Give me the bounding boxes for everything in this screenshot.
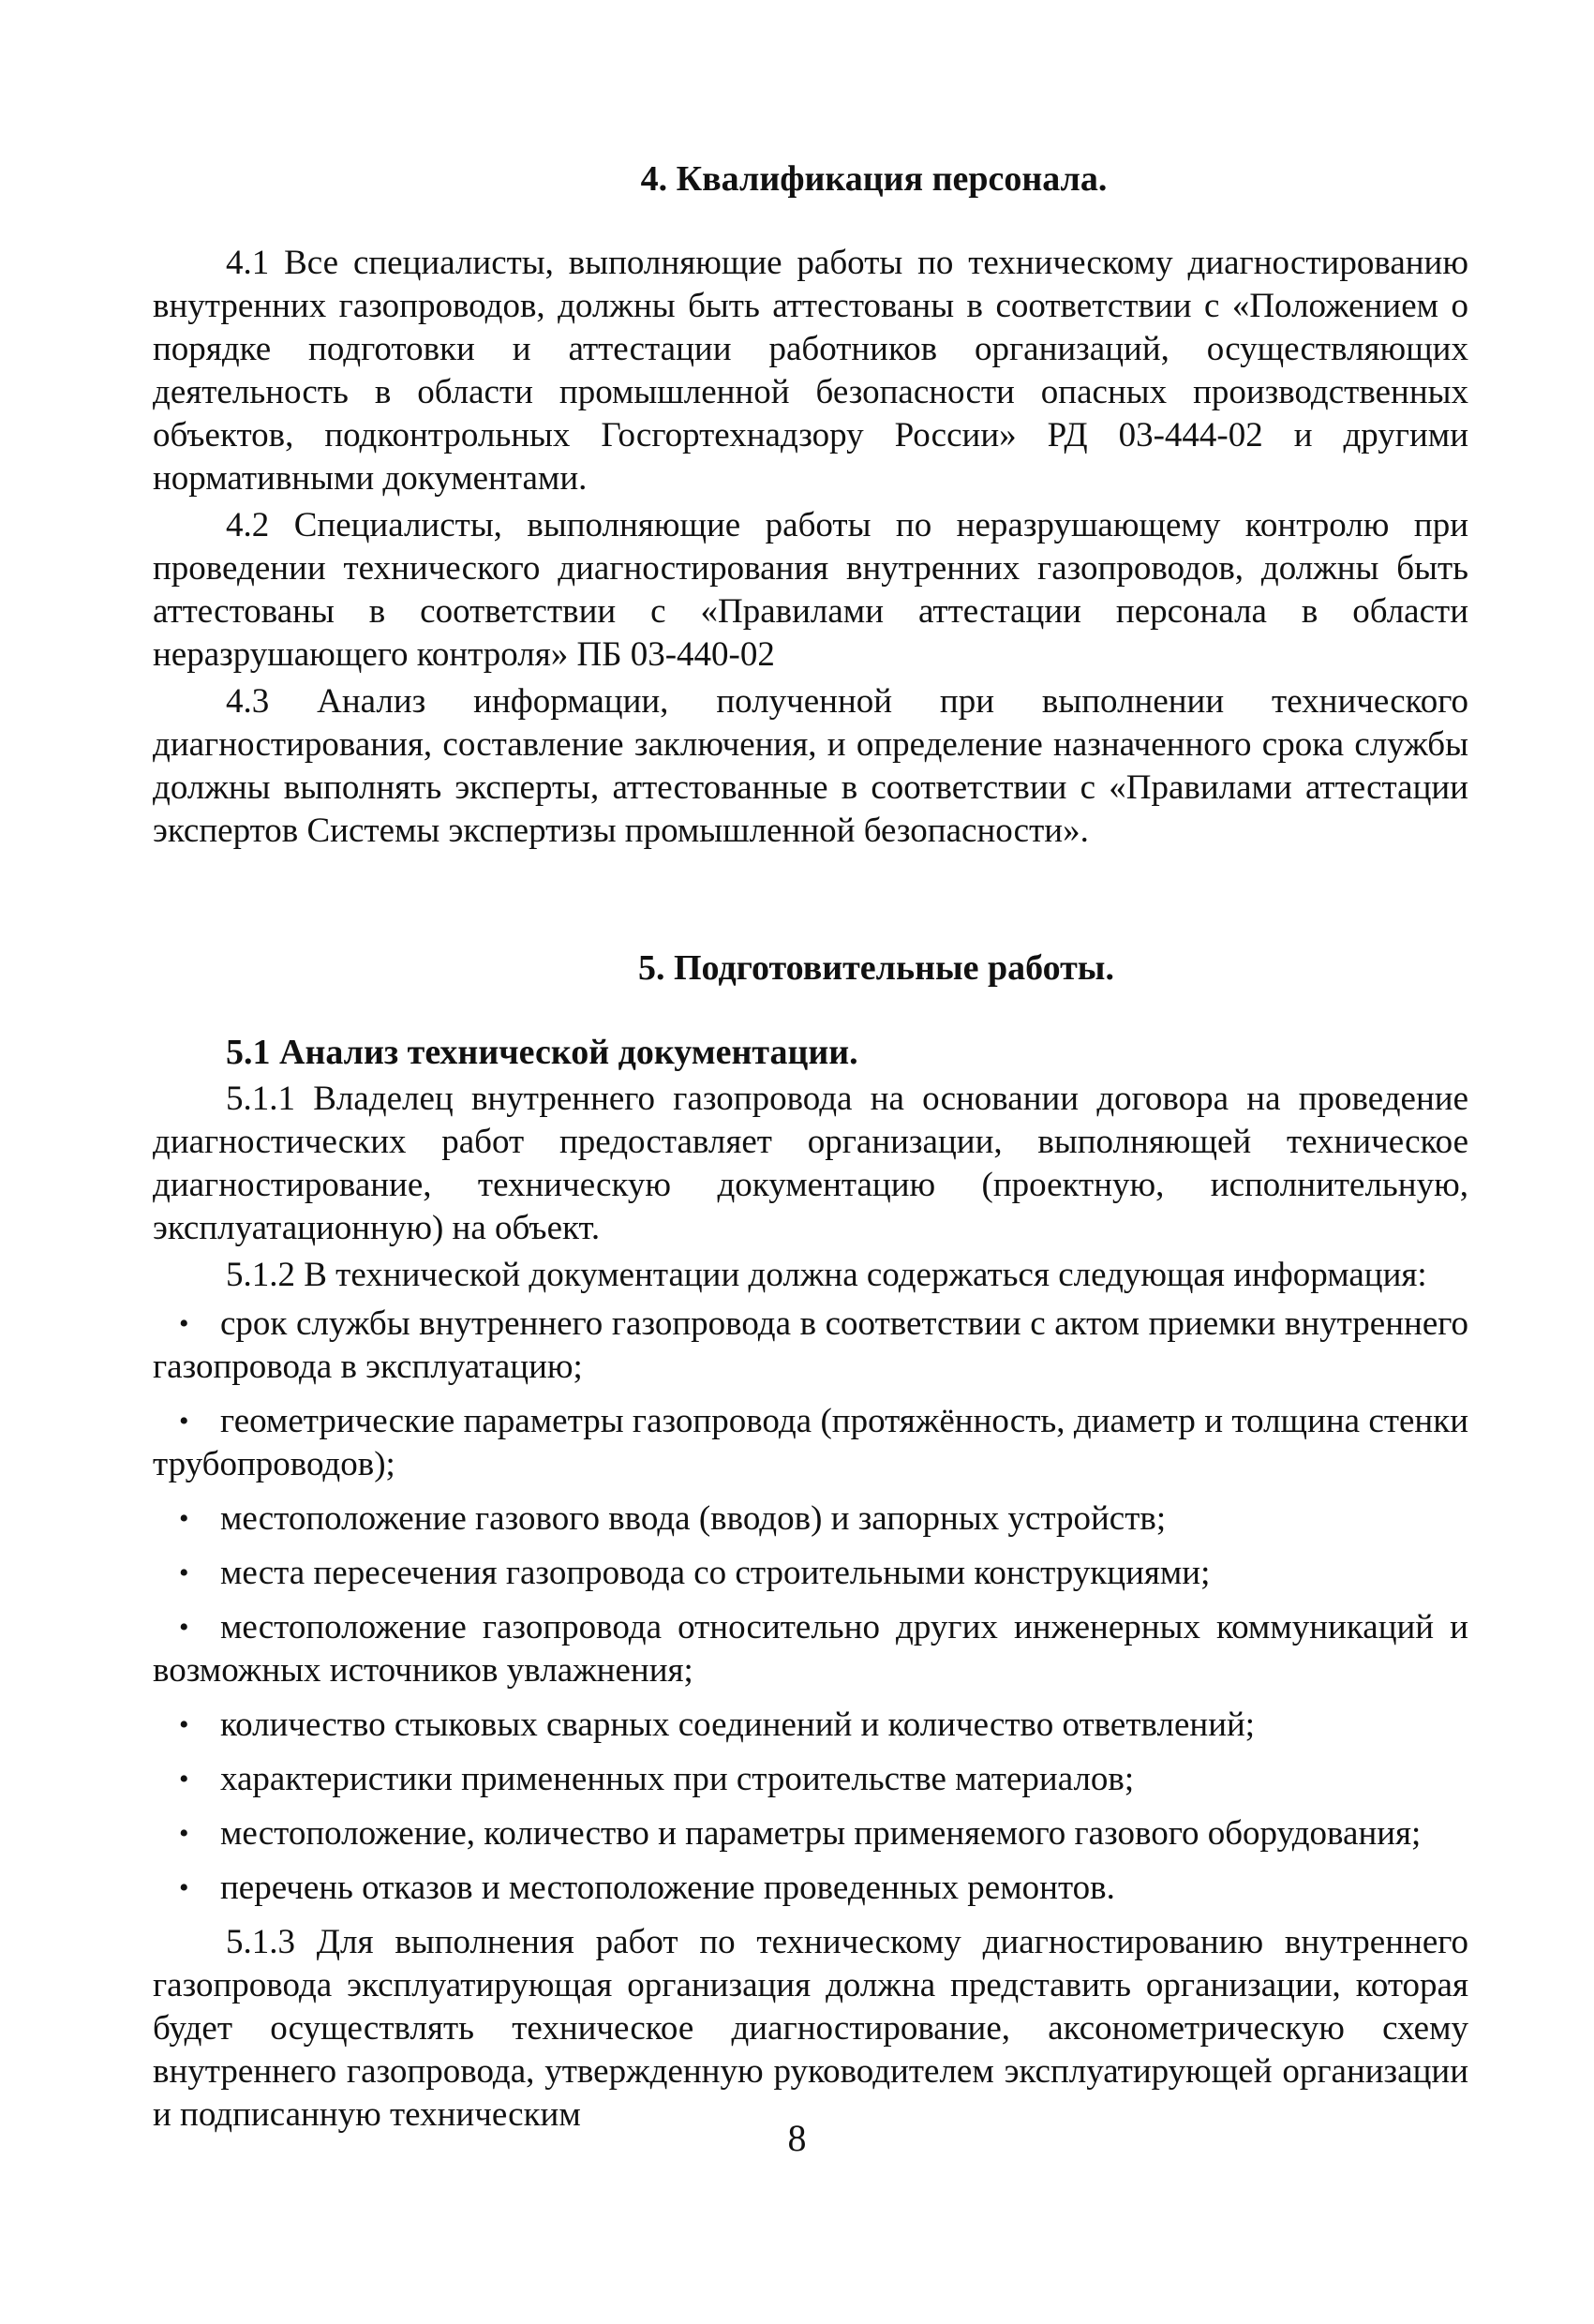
paragraph-5-1-1: 5.1.1 Владелец внутреннего газопровода на основании договора на проведение диагностических работ предоставляет организации, выполняющей техническое диагностирование, техническую документацию (проектную, исполнительную, эксплуатационную) на объект. [153,1080,1468,1247]
subsection-5-1-heading: 5.1 Анализ технической документации. [226,1033,858,1072]
list-item [153,1552,1468,1595]
paragraph-4-2: 4.2 Специалисты, выполняющие работы по неразрушающему контролю при проведении технического диагностирования внутренних газопроводов, должны быть аттестованы в соответствии с «Правилами аттестации персонала в области неразрушающего контроля» ПБ 03-440-02 [153,506,1468,674]
bullet-icon: • [179,1818,189,1849]
paragraph-4-3: 4.3 Анализ информации, полученной при выполнении технического диагностирования, составление заключения, и определение назначенного срока службы должны выполнять эксперты, аттестованные в соответствии с «Правилами аттестации экспертов Системы экспертизы промышленной безопасности». [153,682,1468,850]
bullet-icon: • [179,1503,189,1534]
list-item-text: срок службы внутреннего газопровода в соответствии с актом приемки внутреннего газопровода в эксплуатацию; [153,1304,1468,1386]
list-item-text: характеристики примененных при строительстве материалов; [220,1760,1135,1798]
list-item [153,1497,1468,1541]
bullet-icon: • [179,1406,189,1437]
list-item-text: местоположение газопровода относительно других инженерных коммуникаций и возможных источников увлажнения; [153,1608,1468,1690]
bullet-icon: • [179,1308,189,1339]
list-item [153,1812,1468,1855]
list-item [153,1704,1468,1747]
list-item-text: местоположение, количество и параметры применяемого газового оборудования; [220,1814,1422,1853]
list-item [153,1303,1468,1389]
paragraph-5-1-2: 5.1.2 В технической документации должна содержаться следующая информация: [226,1256,1427,1294]
page-number [0,2116,1594,2161]
paragraph-4-1: 4.1 Все специалисты, выполняющие работы по техническому диагностированию внутренних газопроводов, должны быть аттестованы в соответствии с «Положением о порядке подготовки и аттестации работников организаций, осуществляющих деятельность в области промышленной безопасности опасных производственных объектов, подконтрольных Госгортехнадзору России» РД 03-444-02 и другими нормативными документами. [153,244,1468,498]
list-item-text: геометрические параметры газопровода (протяжённость, диаметр и толщина стенки трубопроводов); [153,1402,1468,1483]
list-item [153,1400,1468,1486]
bullet-icon: • [179,1557,189,1588]
info-bullet-list [153,1303,1468,1910]
list-item-text: местоположение газового ввода (вводов) и запорных устройств; [220,1499,1167,1538]
page-content [153,157,1468,2140]
list-item [153,1606,1468,1692]
list-item-text: количество стыковых сварных соединений и количество ответвлений; [220,1706,1256,1744]
page-number-text: 8 [787,2117,807,2159]
list-item [153,1867,1468,1910]
bullet-icon: • [179,1764,189,1795]
section-4-heading: 4. Квалификация персонала. [640,159,1108,199]
bullet-icon: • [179,1612,189,1643]
section-5-heading: 5. Подготовительные работы. [638,948,1114,988]
paragraph-5-1-3: 5.1.3 Для выполнения работ по техническому диагностированию внутреннего газопровода эксплуатирующая организация должна представить организации, которая будет осуществлять техническое диагностирование, аксонометрическую схему внутреннего газопровода, утвержденную руководителем эксплуатирующей организации и подписанную техническим [153,1923,1468,2134]
bullet-icon: • [179,1872,189,1903]
list-item-text: перечень отказов и местоположение проведенных ремонтов. [220,1869,1115,1907]
bullet-icon: • [179,1709,189,1740]
list-item [153,1758,1468,1801]
list-item-text: места пересечения газопровода со строительными конструкциями; [220,1554,1211,1592]
